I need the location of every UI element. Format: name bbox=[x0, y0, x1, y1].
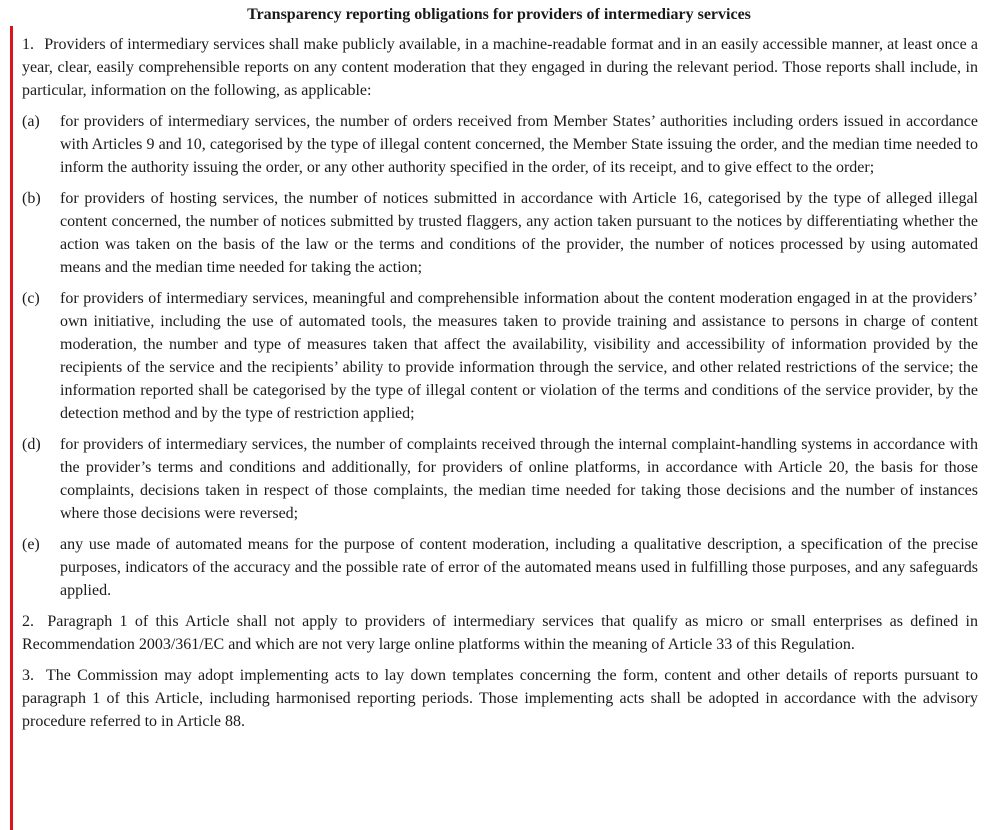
paragraph-3 bbox=[22, 664, 978, 733]
paragraph-1 bbox=[22, 33, 978, 102]
paragraph-2 bbox=[22, 610, 978, 656]
list-item-e bbox=[22, 533, 978, 602]
list-item-text: for providers of intermediary services, the number of orders received from Member States’ authorities including orders issued in accordance with Articles 9 and 10, categorised by the type of illegal content concerned, the Member State issuing the order, and the median time needed to inform the authority issuing the order, or any other authority specified in the order, of its receipt, and to give effect to the order; bbox=[60, 113, 978, 176]
list-item-a bbox=[22, 110, 978, 179]
list-item-text: for providers of intermediary services, meaningful and comprehensible information about the content moderation engaged in at the providers’ own initiative, including the use of automated tools, the measures taken to provide training and assistance to persons in charge of content moderation, the number and type of measures taken that affect the availability, visibility and accessibility of information provided by the recipients of the service and the recipients’ ability to provide information through the service, and other related restrictions of the service; the information reported shall be categorised by the type of illegal content or violation of the terms and conditions of the service provider, by the detection method and by the type of restriction applied; bbox=[60, 290, 978, 422]
list-item-text: for providers of hosting services, the number of notices submitted in accordance with Article 16, categorised by the type of alleged illegal content concerned, the number of notices submitted by trusted flaggers, any action taken pursuant to the notices by differentiating whether the action was taken on the basis of the law or the terms and conditions of the provider, the number of notices processed by using automated means and the median time needed for taking the action; bbox=[60, 190, 978, 276]
list-item-d bbox=[22, 433, 978, 525]
list-item-c bbox=[22, 287, 978, 425]
list-item-label: (d) bbox=[22, 436, 41, 453]
paragraph-text: Providers of intermediary services shall make publicly available, in a machine-readable format and in an easily accessible manner, at least once a year, clear, easily comprehensible reports on any content moderation that they engaged in during the relevant period. Those reports shall include, in particular, information on the following, as applicable: bbox=[22, 36, 979, 99]
list-item-label: (c) bbox=[22, 290, 40, 307]
list-item-text: any use made of automated means for the purpose of content moderation, including a qualitative description, a specification of the precise purposes, indicators of the accuracy and the possible rate of error of the automated means used in fulfilling those purposes, and any safeguards applied. bbox=[60, 536, 978, 599]
list-item-label: (a) bbox=[22, 113, 40, 130]
left-accent-bar bbox=[10, 26, 13, 830]
document-body bbox=[22, 4, 978, 733]
list-item-text: for providers of intermediary services, the number of complaints received through the internal complaint-handling systems in accordance with the provider’s terms and conditions and additionally, for providers of online platforms, in accordance with Article 20, the basis for those complaints, decisions taken in respect of those complaints, the median time needed for taking those decisions and the number of instances where those decisions were reversed; bbox=[60, 436, 978, 522]
list-item-b bbox=[22, 187, 978, 279]
paragraph-text: The Commission may adopt implementing acts to lay down templates concerning the form, content and other details of reports pursuant to paragraph 1 of this Article, including harmonised reporting periods. Those implementing acts shall be adopted in accordance with the advisory procedure referred to in Article 88. bbox=[22, 667, 978, 730]
list-item-label: (b) bbox=[22, 190, 41, 207]
list-item-label: (e) bbox=[22, 536, 40, 553]
paragraph-number: 2. bbox=[22, 613, 34, 630]
paragraph-text: Paragraph 1 of this Article shall not apply to providers of intermediary services that qualify as micro or small enterprises as defined in Recommendation 2003/361/EC and which are not very large online platforms within the meaning of Article 33 of this Regulation. bbox=[22, 613, 978, 653]
document-title: Transparency reporting obligations for providers of intermediary services bbox=[247, 6, 751, 23]
paragraph-number: 3. bbox=[22, 667, 34, 684]
paragraph-number: 1. bbox=[22, 36, 34, 53]
